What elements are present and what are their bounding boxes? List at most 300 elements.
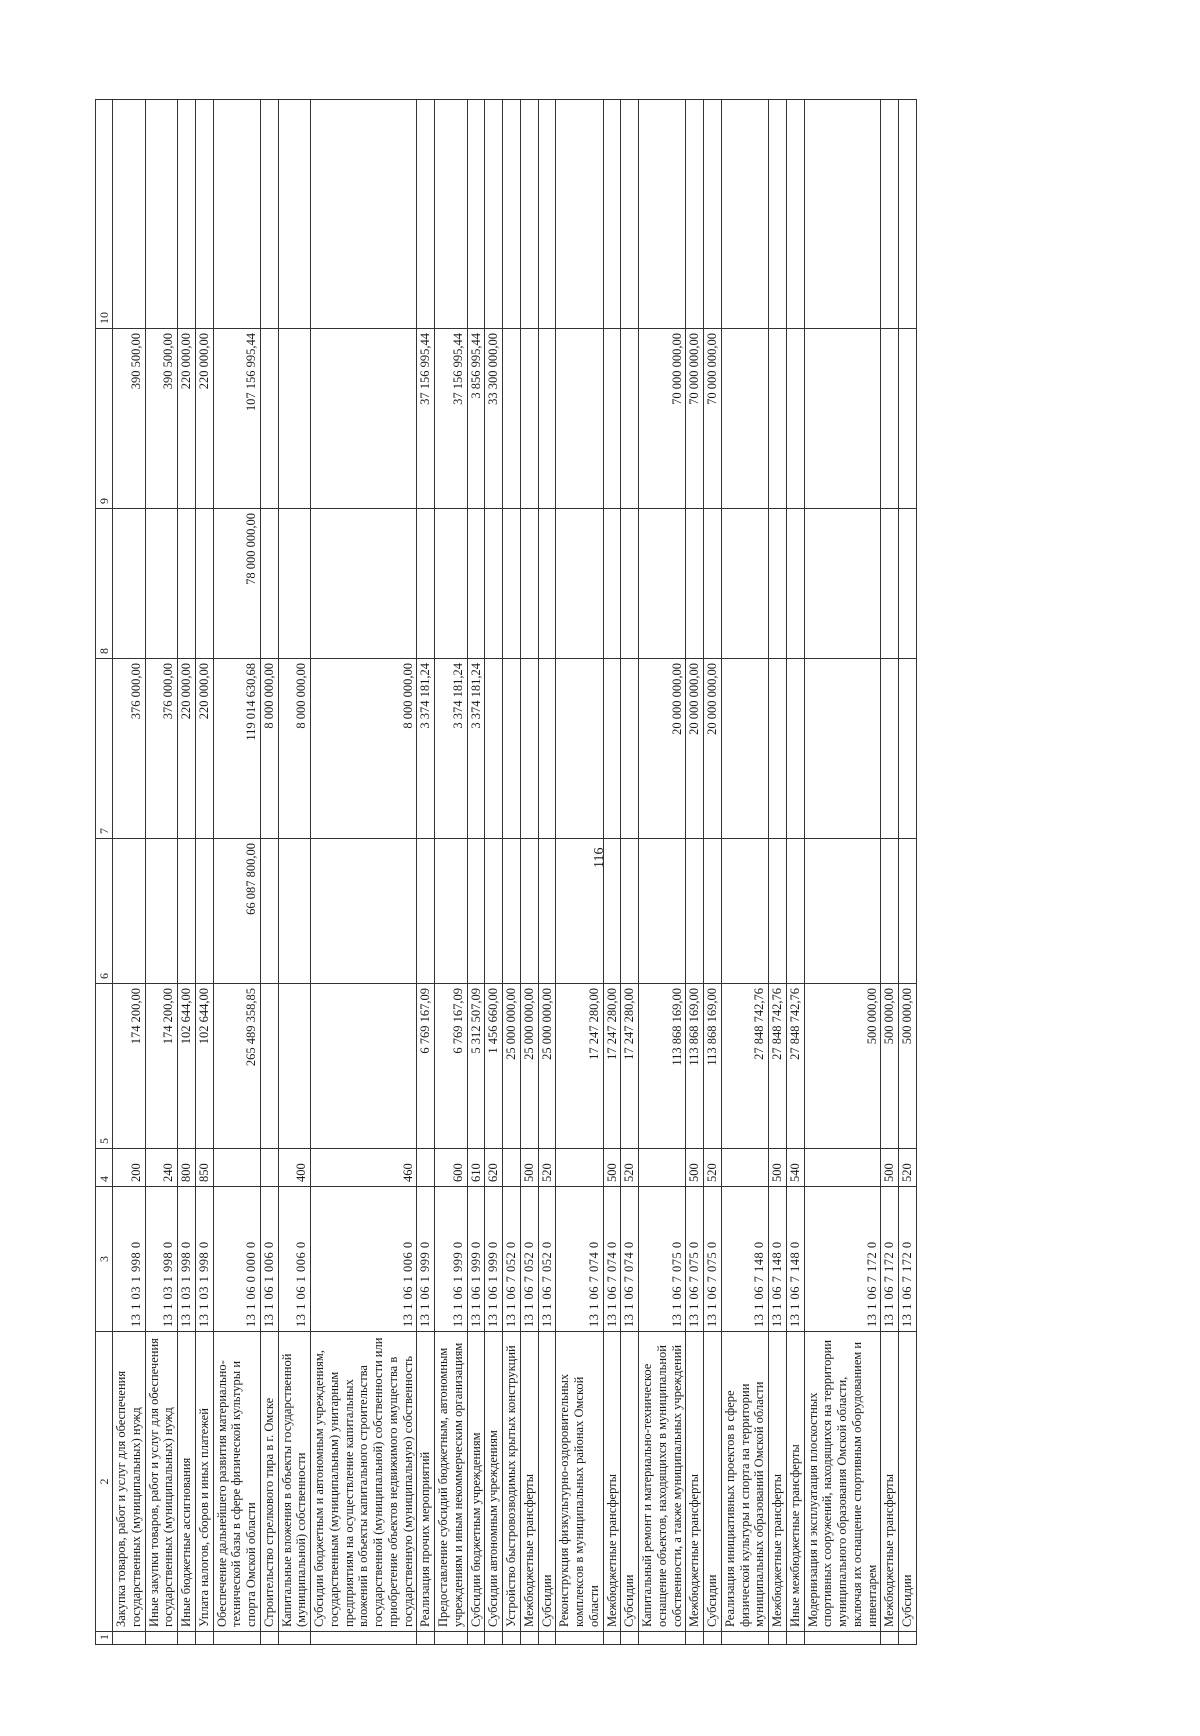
amount-col8-cell xyxy=(195,509,213,659)
amount-col10-cell xyxy=(435,100,468,329)
amount-col5-cell: 265 489 358,85 xyxy=(213,984,260,1149)
amount-col9-cell xyxy=(556,329,603,509)
amount-col5-cell: 27 848 742,76 xyxy=(721,984,768,1149)
amount-col5-cell: 25 000 000,00 xyxy=(520,984,538,1149)
amount-col7-cell: 220 000,00 xyxy=(195,659,213,839)
expense-type-cell: 200 xyxy=(113,1149,146,1187)
table-row xyxy=(178,100,196,1645)
target-code-cell: 13 1 06 7 148 0 xyxy=(769,1187,787,1332)
target-code-cell: 13 1 06 7 172 0 xyxy=(804,1187,881,1332)
amount-col5-cell: 174 200,00 xyxy=(145,984,178,1149)
table-row xyxy=(881,100,899,1645)
row-index-cell xyxy=(260,1632,278,1645)
amount-col7-cell: 3 374 181,24 xyxy=(435,659,468,839)
item-name-cell: Субсидии бюджетным учреждениям xyxy=(467,1332,485,1632)
expense-type-cell: 500 xyxy=(520,1149,538,1187)
amount-col8-cell xyxy=(467,509,485,659)
amount-col9-cell: 107 156 995,44 xyxy=(213,329,260,509)
amount-col6-cell xyxy=(686,839,704,984)
column-header: 2 xyxy=(96,1332,113,1632)
amount-col8-cell xyxy=(485,509,503,659)
amount-col7-cell xyxy=(621,659,639,839)
column-header: 4 xyxy=(96,1149,113,1187)
table-row xyxy=(145,100,178,1645)
expense-type-cell xyxy=(260,1149,278,1187)
amount-col7-cell: 3 374 181,24 xyxy=(417,659,435,839)
header-row xyxy=(96,100,113,1645)
row-index-cell xyxy=(621,1632,639,1645)
amount-col7-cell xyxy=(899,659,917,839)
item-name-cell: Субсидии xyxy=(704,1332,722,1632)
table-row xyxy=(503,100,521,1645)
page-number: 116 xyxy=(592,847,607,868)
target-code-cell: 13 1 06 7 075 0 xyxy=(639,1187,686,1332)
expense-type-cell: 460 xyxy=(311,1149,417,1187)
amount-col7-cell xyxy=(556,659,603,839)
amount-col6-cell xyxy=(603,839,621,984)
amount-col10-cell xyxy=(556,100,603,329)
expense-type-cell: 500 xyxy=(603,1149,621,1187)
amount-col8-cell xyxy=(145,509,178,659)
row-index-cell xyxy=(721,1632,768,1645)
expense-type-cell: 800 xyxy=(178,1149,196,1187)
amount-col5-cell: 500 000,00 xyxy=(804,984,881,1149)
expense-type-cell xyxy=(503,1149,521,1187)
row-index-cell xyxy=(704,1632,722,1645)
target-code-cell: 13 1 06 7 075 0 xyxy=(686,1187,704,1332)
amount-col5-cell: 6 769 167,09 xyxy=(435,984,468,1149)
amount-col6-cell xyxy=(786,839,804,984)
target-code-cell: 13 1 06 1 006 0 xyxy=(311,1187,417,1332)
amount-col6-cell xyxy=(145,839,178,984)
target-code-cell: 13 1 06 7 075 0 xyxy=(704,1187,722,1332)
amount-col7-cell: 220 000,00 xyxy=(178,659,196,839)
target-code-cell: 13 1 06 1 006 0 xyxy=(260,1187,278,1332)
expense-type-cell: 400 xyxy=(278,1149,311,1187)
amount-col10-cell xyxy=(881,100,899,329)
amount-col10-cell xyxy=(621,100,639,329)
amount-col7-cell: 20 000 000,00 xyxy=(704,659,722,839)
amount-col7-cell xyxy=(769,659,787,839)
amount-col5-cell: 113 868 169,00 xyxy=(704,984,722,1149)
row-index-cell xyxy=(113,1632,146,1645)
row-index-cell xyxy=(603,1632,621,1645)
target-code-cell: 13 1 06 7 052 0 xyxy=(538,1187,556,1332)
amount-col5-cell: 1 456 660,00 xyxy=(485,984,503,1149)
amount-col7-cell: 119 014 630,68 xyxy=(213,659,260,839)
budget-table xyxy=(95,99,917,1645)
item-name-cell: Межбюджетные трансферты xyxy=(769,1332,787,1632)
amount-col7-cell xyxy=(485,659,503,839)
amount-col8-cell xyxy=(520,509,538,659)
item-name-cell: Реконструкция физкультурно-оздоровительных комплексов в муниципальных районах Омской области xyxy=(556,1332,603,1632)
amount-col10-cell xyxy=(721,100,768,329)
amount-col8-cell xyxy=(503,509,521,659)
column-header: 8 xyxy=(96,509,113,659)
amount-col9-cell: 220 000,00 xyxy=(195,329,213,509)
expense-type-cell: 520 xyxy=(899,1149,917,1187)
target-code-cell: 13 1 06 1 999 0 xyxy=(467,1187,485,1332)
amount-col7-cell xyxy=(520,659,538,839)
amount-col7-cell xyxy=(804,659,881,839)
row-index-cell xyxy=(520,1632,538,1645)
amount-col8-cell xyxy=(538,509,556,659)
amount-col8-cell xyxy=(686,509,704,659)
amount-col6-cell xyxy=(278,839,311,984)
amount-col8-cell xyxy=(704,509,722,659)
amount-col10-cell xyxy=(520,100,538,329)
amount-col5-cell: 102 644,00 xyxy=(178,984,196,1149)
expense-type-cell: 500 xyxy=(769,1149,787,1187)
table-row xyxy=(213,100,260,1645)
amount-col10-cell xyxy=(113,100,146,329)
amount-col6-cell xyxy=(621,839,639,984)
item-name-cell: Иные закупки товаров, работ и услуг для обеспечения государственных (муниципальных) нужд xyxy=(145,1332,178,1632)
amount-col7-cell: 376 000,00 xyxy=(113,659,146,839)
amount-col10-cell xyxy=(769,100,787,329)
column-header: 6 xyxy=(96,839,113,984)
expense-type-cell xyxy=(721,1149,768,1187)
amount-col10-cell xyxy=(639,100,686,329)
amount-col6-cell xyxy=(538,839,556,984)
item-name-cell: Межбюджетные трансферты xyxy=(603,1332,621,1632)
expense-type-cell: 520 xyxy=(538,1149,556,1187)
amount-col5-cell: 113 868 169,00 xyxy=(686,984,704,1149)
amount-col5-cell: 17 247 280,00 xyxy=(603,984,621,1149)
amount-col7-cell: 376 000,00 xyxy=(145,659,178,839)
amount-col5-cell xyxy=(260,984,278,1149)
amount-col7-cell xyxy=(786,659,804,839)
amount-col6-cell xyxy=(260,839,278,984)
amount-col9-cell xyxy=(538,329,556,509)
table-row xyxy=(485,100,503,1645)
amount-col6-cell xyxy=(178,839,196,984)
amount-col8-cell xyxy=(417,509,435,659)
amount-col6-cell xyxy=(721,839,768,984)
amount-col10-cell xyxy=(485,100,503,329)
row-index-cell xyxy=(195,1632,213,1645)
amount-col5-cell xyxy=(278,984,311,1149)
column-header: 10 xyxy=(96,100,113,329)
amount-col9-cell xyxy=(899,329,917,509)
table-row xyxy=(769,100,787,1645)
amount-col5-cell: 27 848 742,76 xyxy=(786,984,804,1149)
row-index-cell xyxy=(145,1632,178,1645)
table-row xyxy=(417,100,435,1645)
amount-col9-cell xyxy=(786,329,804,509)
amount-col8-cell xyxy=(786,509,804,659)
item-name-cell: Субсидии бюджетным и автономным учреждениям, государственным (муниципальным) унитарным предприятиям на осуществление капитальных вложений в объекты капитального строительства государственной (муниципальной) собственности или приобретение объектов недвижимого имущества в государственную (муниципальную) собственность xyxy=(311,1332,417,1632)
amount-col9-cell xyxy=(260,329,278,509)
amount-col10-cell xyxy=(195,100,213,329)
table-row xyxy=(195,100,213,1645)
amount-col7-cell xyxy=(503,659,521,839)
item-name-cell: Закупка товаров, работ и услуг для обеспечения государственных (муниципальных) нужд xyxy=(113,1332,146,1632)
target-code-cell: 13 1 06 7 172 0 xyxy=(881,1187,899,1332)
amount-col5-cell: 25 000 000,00 xyxy=(538,984,556,1149)
row-index-cell xyxy=(686,1632,704,1645)
target-code-cell: 13 1 06 0 000 0 xyxy=(213,1187,260,1332)
amount-col8-cell xyxy=(260,509,278,659)
item-name-cell: Капитальный ремонт и материально-техническое оснащение объектов, находящихся в муниципальной собственности, а также муниципальных учреждений xyxy=(639,1332,686,1632)
expense-type-cell: 850 xyxy=(195,1149,213,1187)
expense-type-cell: 620 xyxy=(485,1149,503,1187)
amount-col6-cell xyxy=(417,839,435,984)
amount-col5-cell: 102 644,00 xyxy=(195,984,213,1149)
amount-col8-cell xyxy=(556,509,603,659)
amount-col6-cell xyxy=(881,839,899,984)
item-name-cell: Межбюджетные трансферты xyxy=(881,1332,899,1632)
item-name-cell: Иные межбюджетные трансферты xyxy=(786,1332,804,1632)
amount-col5-cell: 27 848 742,76 xyxy=(769,984,787,1149)
target-code-cell: 13 1 06 7 074 0 xyxy=(556,1187,603,1332)
row-index-cell xyxy=(311,1632,417,1645)
amount-col9-cell: 3 856 995,44 xyxy=(467,329,485,509)
amount-col8-cell xyxy=(435,509,468,659)
amount-col10-cell xyxy=(503,100,521,329)
amount-col7-cell: 8 000 000,00 xyxy=(311,659,417,839)
amount-col5-cell: 17 247 280,00 xyxy=(621,984,639,1149)
item-name-cell: Субсидии xyxy=(621,1332,639,1632)
column-header: 3 xyxy=(96,1187,113,1332)
amount-col9-cell xyxy=(881,329,899,509)
target-code-cell: 13 1 03 1 998 0 xyxy=(195,1187,213,1332)
amount-col6-cell xyxy=(435,839,468,984)
amount-col10-cell xyxy=(538,100,556,329)
amount-col9-cell: 220 000,00 xyxy=(178,329,196,509)
amount-col8-cell xyxy=(278,509,311,659)
amount-col6-cell xyxy=(503,839,521,984)
item-name-cell: Иные бюджетные ассигнования xyxy=(178,1332,196,1632)
item-name-cell: Предоставление субсидий бюджетным, автономным учреждениям и иным некоммерческим организациям xyxy=(435,1332,468,1632)
amount-col6-cell xyxy=(520,839,538,984)
row-index-cell xyxy=(417,1632,435,1645)
target-code-cell: 13 1 06 1 999 0 xyxy=(435,1187,468,1332)
table-row xyxy=(786,100,804,1645)
amount-col9-cell xyxy=(311,329,417,509)
amount-col10-cell xyxy=(899,100,917,329)
item-name-cell: Субсидии автономным учреждениям xyxy=(485,1332,503,1632)
amount-col5-cell: 25 000 000,00 xyxy=(503,984,521,1149)
table-row xyxy=(538,100,556,1645)
amount-col5-cell xyxy=(311,984,417,1149)
amount-col8-cell xyxy=(721,509,768,659)
amount-col10-cell xyxy=(603,100,621,329)
expense-type-cell xyxy=(417,1149,435,1187)
amount-col8-cell xyxy=(311,509,417,659)
table-row xyxy=(467,100,485,1645)
amount-col8-cell xyxy=(804,509,881,659)
amount-col8-cell: 78 000 000,00 xyxy=(213,509,260,659)
budget-table-page xyxy=(95,100,1000,1645)
table-row xyxy=(603,100,621,1645)
target-code-cell: 13 1 03 1 998 0 xyxy=(113,1187,146,1332)
amount-col7-cell: 8 000 000,00 xyxy=(278,659,311,839)
amount-col5-cell: 113 868 169,00 xyxy=(639,984,686,1149)
amount-col9-cell xyxy=(520,329,538,509)
amount-col6-cell xyxy=(311,839,417,984)
amount-col7-cell xyxy=(538,659,556,839)
column-header: 7 xyxy=(96,659,113,839)
amount-col5-cell: 500 000,00 xyxy=(881,984,899,1149)
item-name-cell: Капитальные вложения в объекты государственной (муниципальной) собственности xyxy=(278,1332,311,1632)
table-row xyxy=(556,100,603,1645)
amount-col5-cell: 5 312 507,09 xyxy=(467,984,485,1149)
amount-col10-cell xyxy=(686,100,704,329)
table-row xyxy=(311,100,417,1645)
row-index-cell xyxy=(467,1632,485,1645)
target-code-cell: 13 1 06 1 999 0 xyxy=(485,1187,503,1332)
item-name-cell: Субсидии xyxy=(899,1332,917,1632)
target-code-cell: 13 1 06 7 172 0 xyxy=(899,1187,917,1332)
row-index-cell xyxy=(556,1632,603,1645)
item-name-cell: Строительство стрелкового тира в г. Омске xyxy=(260,1332,278,1632)
amount-col9-cell: 37 156 995,44 xyxy=(435,329,468,509)
amount-col6-cell xyxy=(113,839,146,984)
amount-col8-cell xyxy=(899,509,917,659)
amount-col5-cell: 6 769 167,09 xyxy=(417,984,435,1149)
amount-col8-cell xyxy=(639,509,686,659)
target-code-cell: 13 1 06 1 999 0 xyxy=(417,1187,435,1332)
amount-col9-cell: 70 000 000,00 xyxy=(704,329,722,509)
row-index-cell xyxy=(538,1632,556,1645)
amount-col6-cell xyxy=(704,839,722,984)
amount-col8-cell xyxy=(621,509,639,659)
item-name-cell: Реализация инициативных проектов в сфере физической культуры и спорта на территории муниципальных образований Омской области xyxy=(721,1332,768,1632)
row-index-cell xyxy=(786,1632,804,1645)
amount-col10-cell xyxy=(417,100,435,329)
table-row xyxy=(686,100,704,1645)
row-index-cell xyxy=(804,1632,881,1645)
amount-col5-cell: 17 247 280,00 xyxy=(556,984,603,1149)
expense-type-cell: 610 xyxy=(467,1149,485,1187)
amount-col10-cell xyxy=(786,100,804,329)
amount-col9-cell: 390 500,00 xyxy=(145,329,178,509)
target-code-cell: 13 1 06 7 074 0 xyxy=(621,1187,639,1332)
amount-col9-cell: 33 300 000,00 xyxy=(485,329,503,509)
table-body xyxy=(113,100,917,1645)
amount-col10-cell xyxy=(311,100,417,329)
item-name-cell: Обеспечение дальнейшего развития материально-технической базы в сфере физической культуры и спорта Омской области xyxy=(213,1332,260,1632)
amount-col10-cell xyxy=(178,100,196,329)
item-name-cell: Межбюджетные трансферты xyxy=(686,1332,704,1632)
expense-type-cell xyxy=(556,1149,603,1187)
amount-col9-cell xyxy=(804,329,881,509)
amount-col10-cell xyxy=(213,100,260,329)
amount-col8-cell xyxy=(113,509,146,659)
amount-col8-cell xyxy=(769,509,787,659)
amount-col6-cell: 66 087 800,00 xyxy=(213,839,260,984)
amount-col9-cell: 37 156 995,44 xyxy=(417,329,435,509)
column-header: 9 xyxy=(96,329,113,509)
column-header: 5 xyxy=(96,984,113,1149)
amount-col7-cell: 20 000 000,00 xyxy=(639,659,686,839)
amount-col10-cell xyxy=(260,100,278,329)
item-name-cell: Межбюджетные трансферты xyxy=(520,1332,538,1632)
item-name-cell: Субсидии xyxy=(538,1332,556,1632)
amount-col8-cell xyxy=(603,509,621,659)
item-name-cell: Реализация прочих мероприятий xyxy=(417,1332,435,1632)
amount-col9-cell: 390 500,00 xyxy=(113,329,146,509)
table-row xyxy=(278,100,311,1645)
item-name-cell: Уплата налогов, сборов и иных платежей xyxy=(195,1332,213,1632)
amount-col9-cell: 70 000 000,00 xyxy=(686,329,704,509)
amount-col9-cell xyxy=(503,329,521,509)
expense-type-cell: 520 xyxy=(704,1149,722,1187)
row-index-cell xyxy=(899,1632,917,1645)
amount-col5-cell: 500 000,00 xyxy=(899,984,917,1149)
expense-type-cell xyxy=(213,1149,260,1187)
amount-col6-cell xyxy=(639,839,686,984)
amount-col8-cell xyxy=(178,509,196,659)
amount-col9-cell xyxy=(769,329,787,509)
amount-col6-cell xyxy=(485,839,503,984)
target-code-cell: 13 1 06 7 148 0 xyxy=(721,1187,768,1332)
amount-col8-cell xyxy=(881,509,899,659)
amount-col10-cell xyxy=(467,100,485,329)
expense-type-cell: 520 xyxy=(621,1149,639,1187)
amount-col9-cell xyxy=(621,329,639,509)
amount-col6-cell xyxy=(804,839,881,984)
amount-col5-cell: 174 200,00 xyxy=(113,984,146,1149)
amount-col7-cell: 3 374 181,24 xyxy=(467,659,485,839)
target-code-cell: 13 1 06 7 052 0 xyxy=(520,1187,538,1332)
amount-col6-cell xyxy=(556,839,603,984)
table-row xyxy=(639,100,686,1645)
target-code-cell: 13 1 03 1 998 0 xyxy=(145,1187,178,1332)
expense-type-cell xyxy=(804,1149,881,1187)
row-index-cell xyxy=(213,1632,260,1645)
row-index-cell xyxy=(639,1632,686,1645)
target-code-cell: 13 1 06 7 148 0 xyxy=(786,1187,804,1332)
target-code-cell: 13 1 03 1 998 0 xyxy=(178,1187,196,1332)
table-row xyxy=(621,100,639,1645)
row-index-cell xyxy=(881,1632,899,1645)
amount-col9-cell xyxy=(603,329,621,509)
amount-col9-cell: 70 000 000,00 xyxy=(639,329,686,509)
expense-type-cell: 500 xyxy=(686,1149,704,1187)
amount-col7-cell xyxy=(881,659,899,839)
expense-type-cell: 500 xyxy=(881,1149,899,1187)
amount-col10-cell xyxy=(804,100,881,329)
amount-col7-cell xyxy=(721,659,768,839)
table-row xyxy=(113,100,146,1645)
column-header: 1 xyxy=(96,1632,113,1645)
row-index-cell xyxy=(769,1632,787,1645)
amount-col9-cell xyxy=(721,329,768,509)
amount-col6-cell xyxy=(769,839,787,984)
item-name-cell: Устройство быстровозводимых крытых конструкций xyxy=(503,1332,521,1632)
amount-col7-cell: 20 000 000,00 xyxy=(686,659,704,839)
item-name-cell: Модернизация и эксплуатация плоскостных спортивных сооружений, находящихся на территории муниципального образования Омской области, включая их оснащение спортивным оборудованием и инвентарем xyxy=(804,1332,881,1632)
row-index-cell xyxy=(485,1632,503,1645)
amount-col10-cell xyxy=(278,100,311,329)
row-index-cell xyxy=(435,1632,468,1645)
amount-col7-cell xyxy=(603,659,621,839)
amount-col6-cell xyxy=(899,839,917,984)
amount-col7-cell: 8 000 000,00 xyxy=(260,659,278,839)
table-row xyxy=(721,100,768,1645)
table-row xyxy=(899,100,917,1645)
expense-type-cell: 600 xyxy=(435,1149,468,1187)
table-row xyxy=(804,100,881,1645)
table-row xyxy=(520,100,538,1645)
table-row xyxy=(704,100,722,1645)
row-index-cell xyxy=(178,1632,196,1645)
expense-type-cell: 240 xyxy=(145,1149,178,1187)
row-index-cell xyxy=(278,1632,311,1645)
amount-col6-cell xyxy=(467,839,485,984)
